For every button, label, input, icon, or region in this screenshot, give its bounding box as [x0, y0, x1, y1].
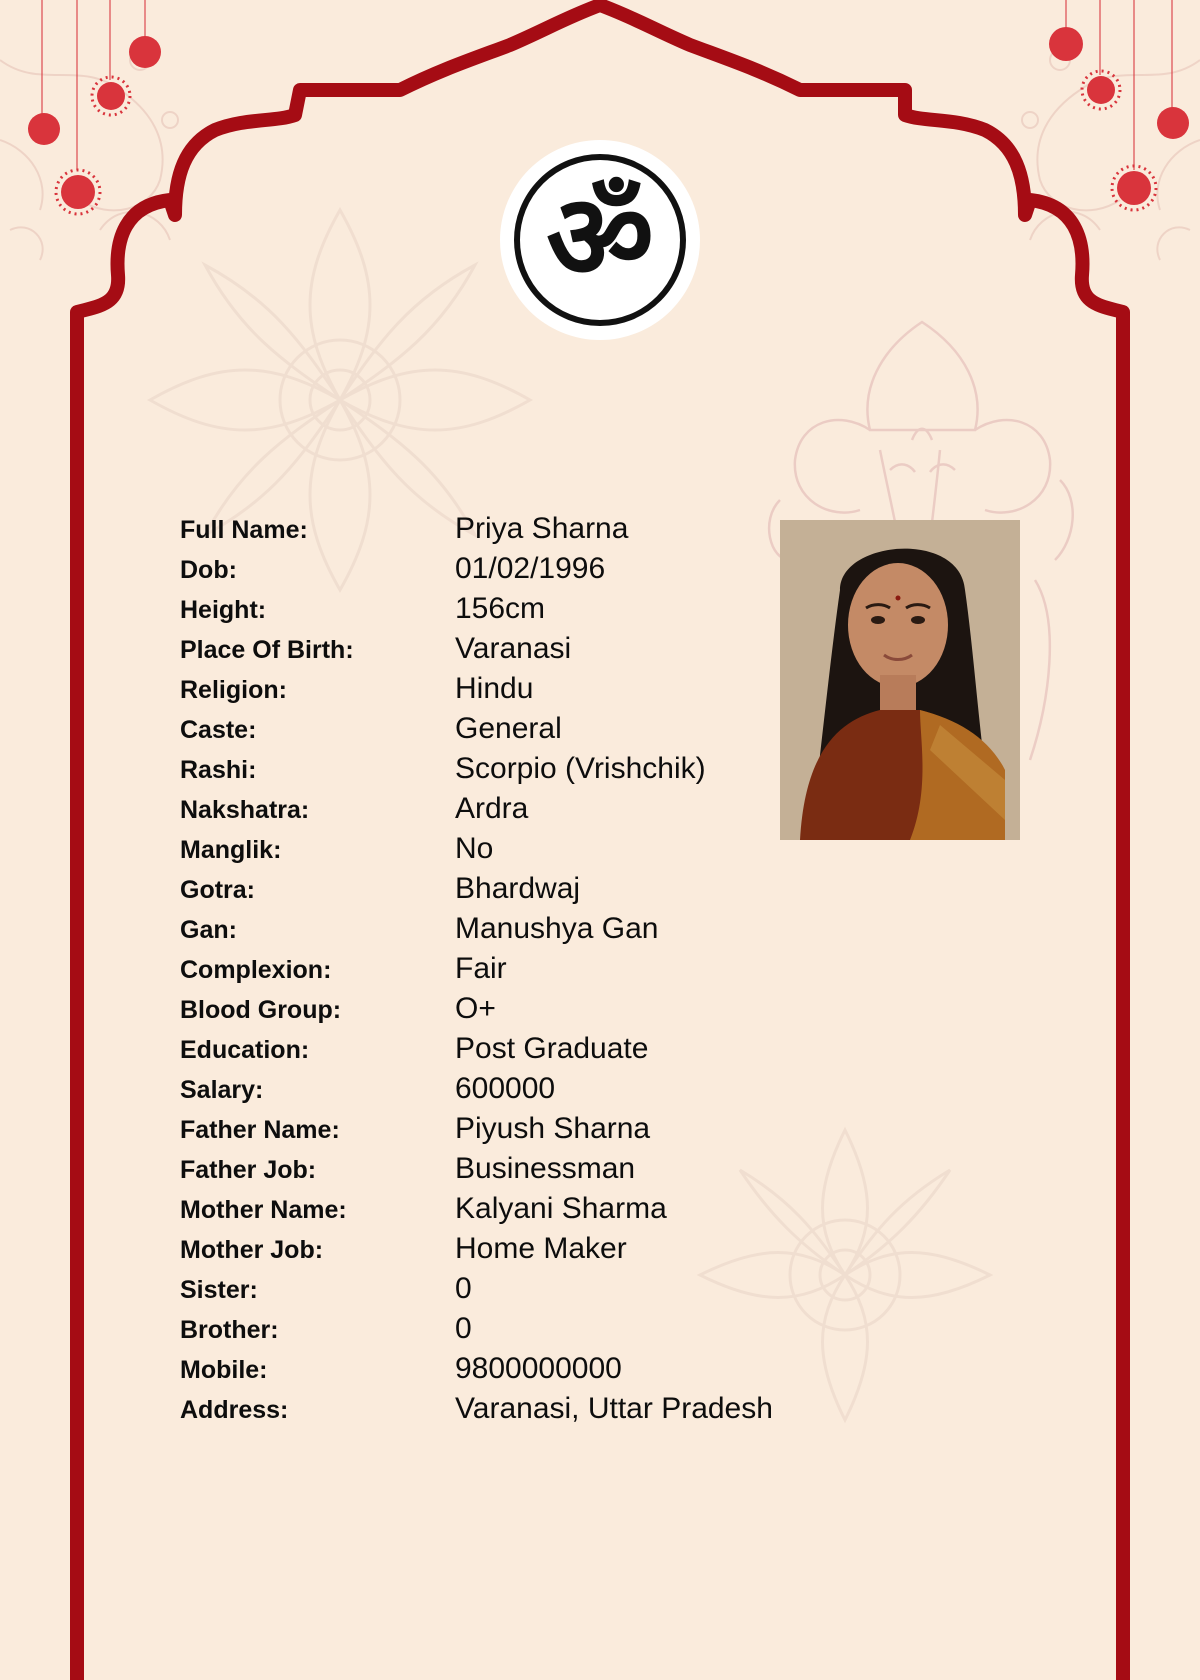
field-label: Caste:	[180, 716, 257, 744]
field-value: 9800000000	[455, 1352, 622, 1385]
field-label: Brother:	[180, 1316, 279, 1344]
field-label: Address:	[180, 1396, 289, 1424]
field-value: 01/02/1996	[455, 552, 606, 585]
field-label: Height:	[180, 596, 267, 624]
field-label: Full Name:	[180, 516, 308, 544]
field-value: 600000	[455, 1072, 556, 1105]
field-value: Hindu	[455, 672, 534, 705]
field-label: Rashi:	[180, 756, 257, 784]
field-value: Home Maker	[455, 1232, 627, 1265]
field-label: Dob:	[180, 556, 237, 584]
field-label: Mother Job:	[180, 1236, 324, 1264]
field-value: Varanasi, Uttar Pradesh	[455, 1392, 773, 1425]
field-value: 156cm	[455, 592, 546, 625]
field-value: Priya Sharna	[455, 512, 629, 545]
field-label: Gotra:	[180, 876, 255, 904]
field-label: Nakshatra:	[180, 796, 310, 824]
field-value: 0	[455, 1312, 472, 1345]
hanging-ornaments-right	[1049, 0, 1189, 210]
field-label: Complexion:	[180, 956, 332, 984]
field-value: General	[455, 712, 562, 745]
field-label: Mother Name:	[180, 1196, 347, 1224]
field-value: 0	[455, 1272, 472, 1305]
field-value: Post Graduate	[455, 1032, 649, 1065]
field-value: Kalyani Sharma	[455, 1192, 667, 1225]
field-label: Blood Group:	[180, 996, 342, 1024]
field-value: No	[455, 832, 494, 865]
field-value: Businessman	[455, 1152, 636, 1185]
field-value: Bhardwaj	[455, 872, 581, 905]
field-value: Scorpio (Vrishchik)	[455, 752, 706, 785]
field-label: Salary:	[180, 1076, 264, 1104]
field-label: Place Of Birth:	[180, 636, 354, 664]
field-value: Ardra	[455, 792, 529, 825]
field-value: Fair	[455, 952, 507, 985]
field-label: Religion:	[180, 676, 287, 704]
field-label: Father Job:	[180, 1156, 317, 1184]
profile-photo	[780, 520, 1020, 840]
field-label: Education:	[180, 1036, 310, 1064]
field-value: Piyush Sharna	[455, 1112, 651, 1145]
biodata-details	[180, 510, 773, 1430]
field-label: Gan:	[180, 916, 237, 944]
om-icon: ॐ	[546, 168, 654, 306]
om-ring	[514, 154, 686, 326]
field-value: Varanasi	[455, 632, 572, 665]
field-label: Father Name:	[180, 1116, 340, 1144]
corner-floral-pattern-right	[1022, 50, 1200, 260]
portrait-illustration	[780, 520, 1020, 840]
field-label: Manglik:	[180, 836, 282, 864]
corner-floral-pattern-left	[0, 50, 178, 260]
field-label: Sister:	[180, 1276, 258, 1304]
field-value: O+	[455, 992, 496, 1025]
field-label: Mobile:	[180, 1356, 268, 1384]
field-value: Manushya Gan	[455, 912, 659, 945]
om-emblem	[500, 140, 700, 340]
hanging-ornaments-left	[28, 0, 161, 214]
